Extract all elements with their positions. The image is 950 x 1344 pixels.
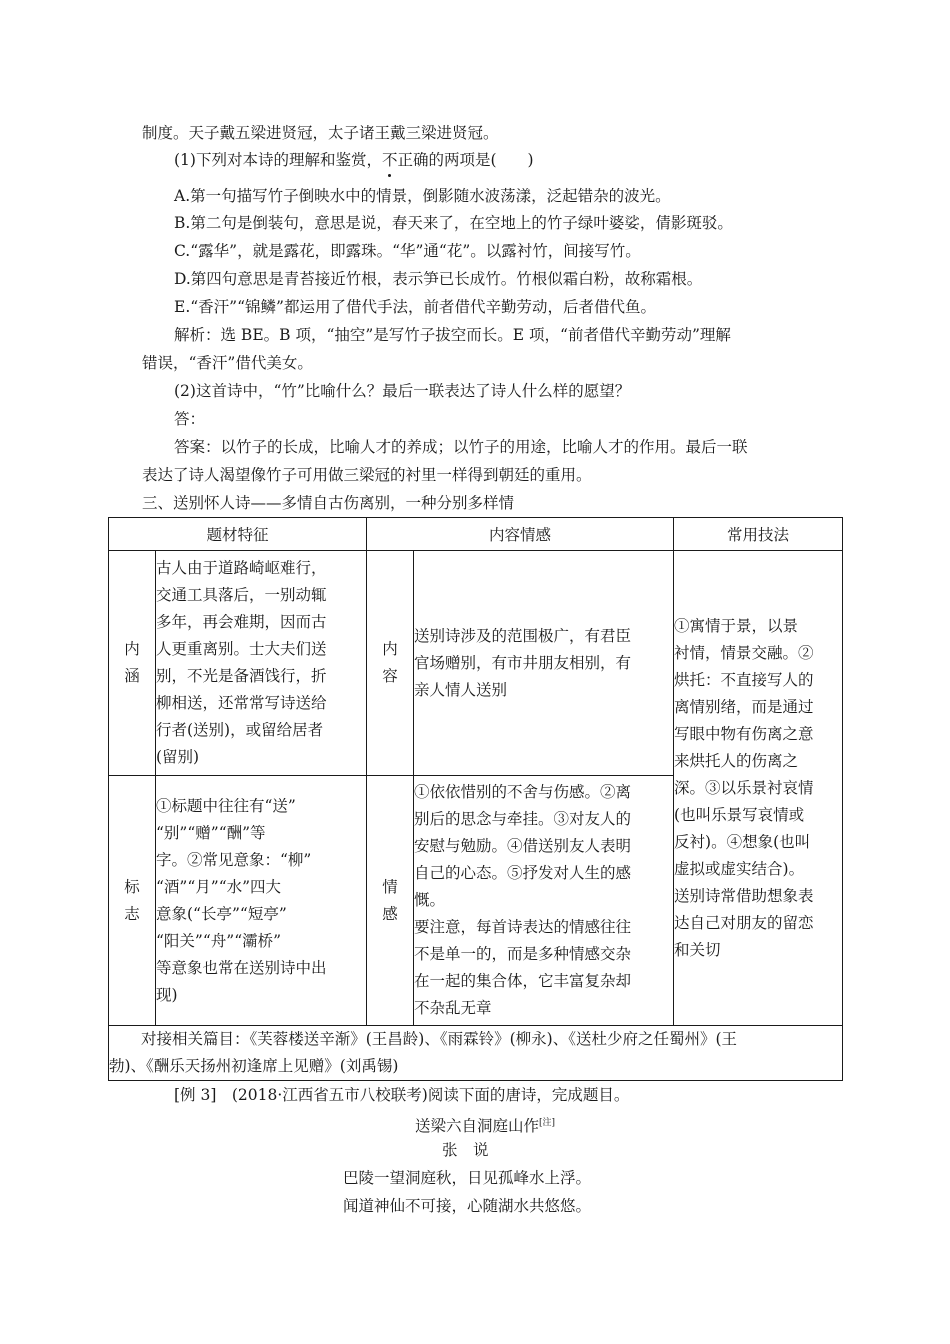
sub-label-emotion: 情 感: [367, 776, 414, 1026]
poem-note-marker: [注]: [539, 1118, 556, 1128]
option-b: B.第二句是倒装句，意思是说，春天来了，在空地上的竹子绿叶婆娑，倩影斑驳。: [174, 214, 733, 232]
markers-feature-text: ①标题中往往有“送” “别”“赠”“酬”等 字。②常见意象：“柳” “酒”“月”“水”四大 意象(“长亭”“短亭” “阳关”“舟”“灞桥” 等意象也常在送别诗中出 现): [156, 776, 367, 1026]
example-intro: [例 3] (2018·江西省五市八校联考)阅读下面的唐诗，完成题目。: [174, 1086, 630, 1104]
table-row: [109, 551, 843, 776]
table-row: [109, 1026, 843, 1081]
question-1-stem-end: 正确的两项是( ): [397, 151, 534, 169]
poem-author: 张 说: [442, 1141, 489, 1159]
section-heading: 三、送别怀人诗——多情自古伤离别，一种分别多样情: [142, 494, 515, 512]
emotion-description: ①依依惜别的不舍与伤感。②离 别后的思念与牵挂。③对友人的 安慰与勉励。④借送别友人表明 自己的心态。⑤抒发对人生的感 慨。 要注意，每首诗表达的情感往往 不是单一的，而是多种情感交杂 在一起的集合体，它丰富复杂却 不杂乱无章: [414, 776, 674, 1026]
row-label-connotation: 内 涵: [109, 551, 156, 776]
header-content-emotion: 内容情感: [367, 518, 674, 551]
poem-title-text: 送梁六自洞庭山作: [415, 1117, 540, 1136]
content-description: 送别诗涉及的范围极广，有君臣 官场赠别，有市井朋友相别，有 亲人情人送别: [414, 551, 674, 776]
header-subject-features: 题材特征: [109, 518, 367, 551]
farewell-poetry-table: [108, 517, 843, 1081]
analysis-line-2: 错误，“香汗”借代美女。: [142, 354, 313, 372]
poem-verse-2: 闻道神仙不可接，心随湖水共悠悠。: [343, 1197, 592, 1215]
sub-label-content: 内 容: [367, 551, 414, 776]
connotation-feature-text: 古人由于道路崎岖难行， 交通工具落后，一别动辄 多年，再会难期，因而古 人更重离别。士大夫们送 别，不光是备酒饯行，折 柳相送，还常常写诗送给 行者(送别)，或留给居者 (留别): [156, 551, 367, 776]
related-works: 对接相关篇目：《芙蓉楼送辛渐》(王昌龄)、《雨霖铃》(柳永)、《送杜少府之任蜀州》(王 勃)、《酬乐天扬州初逢席上见赠》(刘禹锡): [109, 1026, 843, 1081]
table-header-row: [109, 518, 843, 551]
poem-title: [415, 1113, 555, 1136]
emphasis-mark: 不: [381, 151, 398, 169]
option-d: D.第四句意思是青苔接近竹根，表示笋已长成竹。竹根似霜白粉，故称霜根。: [174, 270, 703, 288]
option-c: C.“露华”，就是露花，即露珠。“华”通“花”。以露衬竹，间接写竹。: [174, 242, 641, 260]
techniques-text: ①寓情于景，以景 衬情，情景交融。② 烘托：不直接写人的 离情别绪，而是通过 写眼中物有伤离之意 来烘托人的伤离之 深。③以乐景衬哀情 (也叫乐景写哀情或 反衬)。④想象(也叫 虚拟或虚实结合)。 送别诗常借助想象表 达自己对朋友的留恋 和关切: [674, 551, 843, 1026]
header-common-techniques: 常用技法: [674, 518, 843, 551]
question-1-stem: [174, 150, 534, 170]
question-1-stem-start: (1)下列对本诗的理解和鉴赏，: [174, 151, 382, 169]
option-a: A.第一句描写竹子倒映水中的情景，倒影随水波荡漾，泛起错杂的波光。: [174, 187, 671, 205]
answer-line-1: 答案：以竹子的长成，比喻人才的养成；以竹子的用途，比喻人才的作用。最后一联: [174, 438, 748, 456]
intro-line: 制度。天子戴五梁进贤冠，太子诸王戴三梁进贤冠。: [142, 124, 499, 142]
answer-label: 答：: [174, 410, 206, 428]
poem-verse-1: 巴陵一望洞庭秋，日见孤峰水上浮。: [343, 1169, 592, 1187]
analysis-line-1: 解析：选 BE。B 项，“抽空”是写竹子拔空而长。E 项，“前者借代辛勤劳动”理解: [174, 326, 731, 344]
answer-line-2: 表达了诗人渴望像竹子可用做三梁冠的衬里一样得到朝廷的重用。: [142, 466, 592, 484]
question-2-stem: (2)这首诗中，“竹”比喻什么？最后一联表达了诗人什么样的愿望？: [174, 382, 631, 400]
option-e: E.“香汗”“锦鳞”都运用了借代手法，前者借代辛勤劳动，后者借代鱼。: [174, 298, 656, 316]
row-label-markers: 标 志: [109, 776, 156, 1026]
